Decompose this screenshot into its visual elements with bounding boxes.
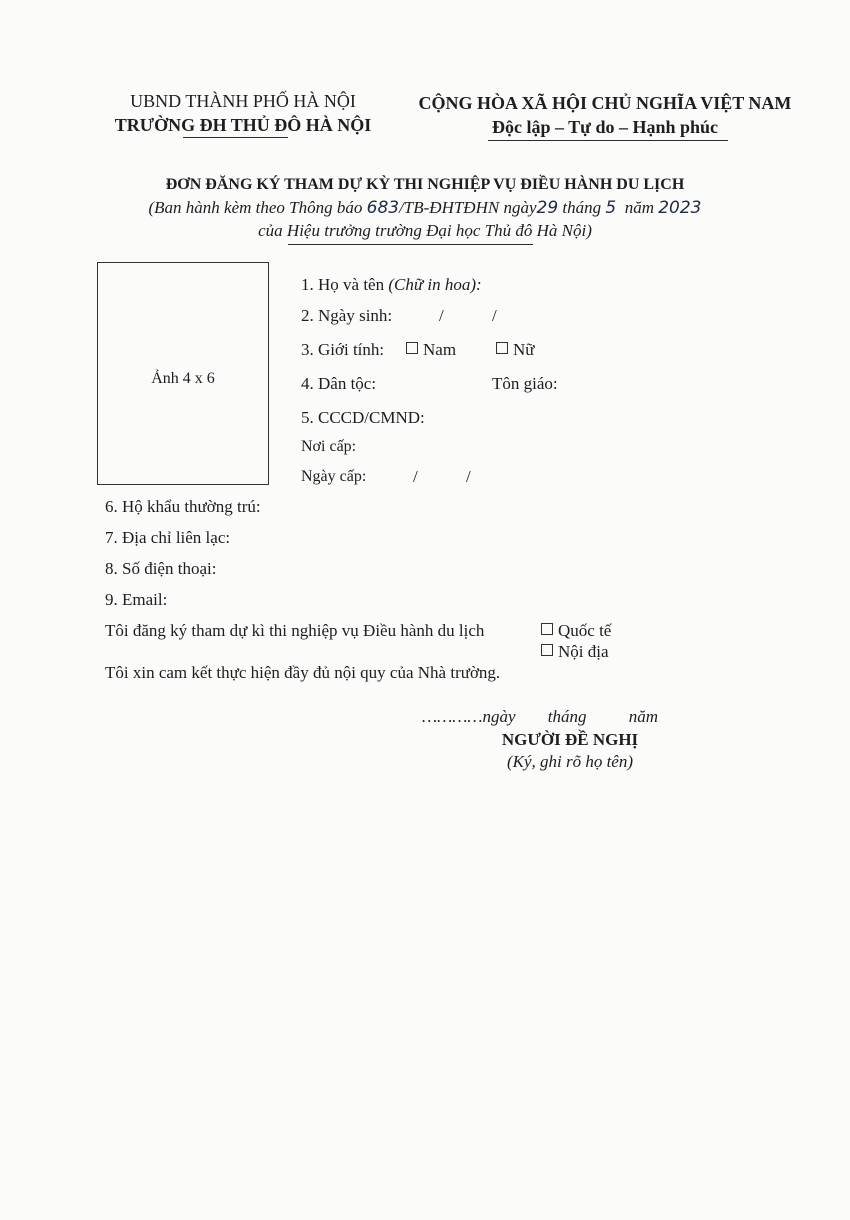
notice-year: 2023 bbox=[658, 198, 702, 218]
dob-slash-2: / bbox=[492, 306, 497, 325]
registration-statement: Tôi đăng ký tham dự kì thi nghiệp vụ Điều hành du lịch bbox=[105, 621, 485, 640]
issue-place-label: Nơi cấp: bbox=[301, 438, 357, 455]
date-month-label: tháng bbox=[547, 707, 587, 726]
option-domestic[interactable] bbox=[541, 641, 609, 663]
photo-label: Ảnh 4 x 6 bbox=[151, 370, 215, 387]
option-international[interactable] bbox=[541, 620, 611, 642]
notice-month: 5 bbox=[605, 198, 617, 218]
signature-note: (Ký, ghi rõ họ tên) bbox=[506, 752, 634, 771]
form-subtitle-line2: của Hiệu trưởng trường Đại học Thủ đô Hà Nội) bbox=[258, 221, 592, 240]
male-label: Nam bbox=[423, 340, 457, 359]
issue-date-label: Ngày cấp: bbox=[301, 468, 367, 485]
photo-placeholder bbox=[97, 262, 269, 485]
dob-label: 2. Ngày sinh: bbox=[301, 306, 393, 325]
dob-slash-1: / bbox=[439, 306, 444, 325]
domestic-checkbox[interactable] bbox=[541, 644, 553, 656]
signature-date-line bbox=[422, 706, 658, 728]
left-header-underline bbox=[183, 137, 288, 138]
year-label: năm bbox=[624, 198, 654, 217]
religion-label: Tôn giáo: bbox=[492, 374, 558, 393]
form-subtitle-line1 bbox=[0, 198, 850, 218]
right-header-underline bbox=[488, 140, 728, 141]
residence-label: 6. Hộ khẩu thường trú: bbox=[105, 497, 261, 516]
male-checkbox[interactable] bbox=[406, 342, 418, 354]
date-day-label: …………ngày bbox=[422, 707, 516, 726]
phone-label: 8. Số điện thoại: bbox=[105, 559, 217, 578]
ethnicity-label: 4. Dân tộc: bbox=[301, 374, 377, 393]
university-name: TRƯỜNG ĐH THỦ ĐÔ HÀ NỘI bbox=[114, 115, 372, 135]
subtitle-part1: (Ban hành kèm theo Thông báo bbox=[148, 198, 363, 217]
international-checkbox[interactable] bbox=[541, 623, 553, 635]
domestic-label: Nội địa bbox=[558, 642, 609, 661]
issuing-authority bbox=[98, 89, 388, 137]
international-label: Quốc tế bbox=[558, 621, 612, 640]
form-title: ĐƠN ĐĂNG KÝ THAM DỰ KỲ THI NGHIỆP VỤ ĐIỀU HÀNH DU LỊCH bbox=[165, 176, 685, 193]
issue-date-slash-2: / bbox=[466, 467, 471, 486]
national-motto bbox=[400, 91, 810, 139]
id-label: 5. CCCD/CMND: bbox=[301, 408, 425, 427]
gender-female-option[interactable] bbox=[496, 339, 535, 361]
motto: Độc lập – Tự do – Hạnh phúc bbox=[491, 117, 719, 137]
notice-number: 683 bbox=[366, 198, 400, 218]
name-hint: (Chữ in hoa): bbox=[388, 275, 482, 294]
gender-label: 3. Giới tính: bbox=[301, 340, 385, 359]
subtitle-part2: /TB-ĐHTĐHN ngày bbox=[399, 198, 537, 217]
name-field bbox=[301, 274, 482, 296]
issue-date-slash-1: / bbox=[413, 467, 418, 486]
address-label: 7. Địa chỉ liên lạc: bbox=[105, 528, 231, 547]
subtitle-underline bbox=[288, 244, 533, 245]
female-checkbox[interactable] bbox=[496, 342, 508, 354]
notice-day: 29 bbox=[536, 198, 559, 218]
commitment-statement: Tôi xin cam kết thực hiện đầy đủ nội quy của Nhà trường. bbox=[105, 663, 501, 682]
date-year-label: năm bbox=[628, 707, 659, 726]
name-label: 1. Họ và tên bbox=[301, 275, 385, 294]
email-label: 9. Email: bbox=[105, 590, 168, 609]
city-committee: UBND THÀNH PHỐ HÀ NỘI bbox=[130, 91, 356, 111]
country-name: CỘNG HÒA XÃ HỘI CHỦ NGHĨA VIỆT NAM bbox=[418, 93, 792, 113]
female-label: Nữ bbox=[513, 340, 535, 359]
month-label: tháng bbox=[562, 198, 602, 217]
gender-male-option[interactable] bbox=[406, 339, 456, 361]
signatory-title: NGƯỜI ĐỀ NGHỊ bbox=[501, 730, 639, 749]
